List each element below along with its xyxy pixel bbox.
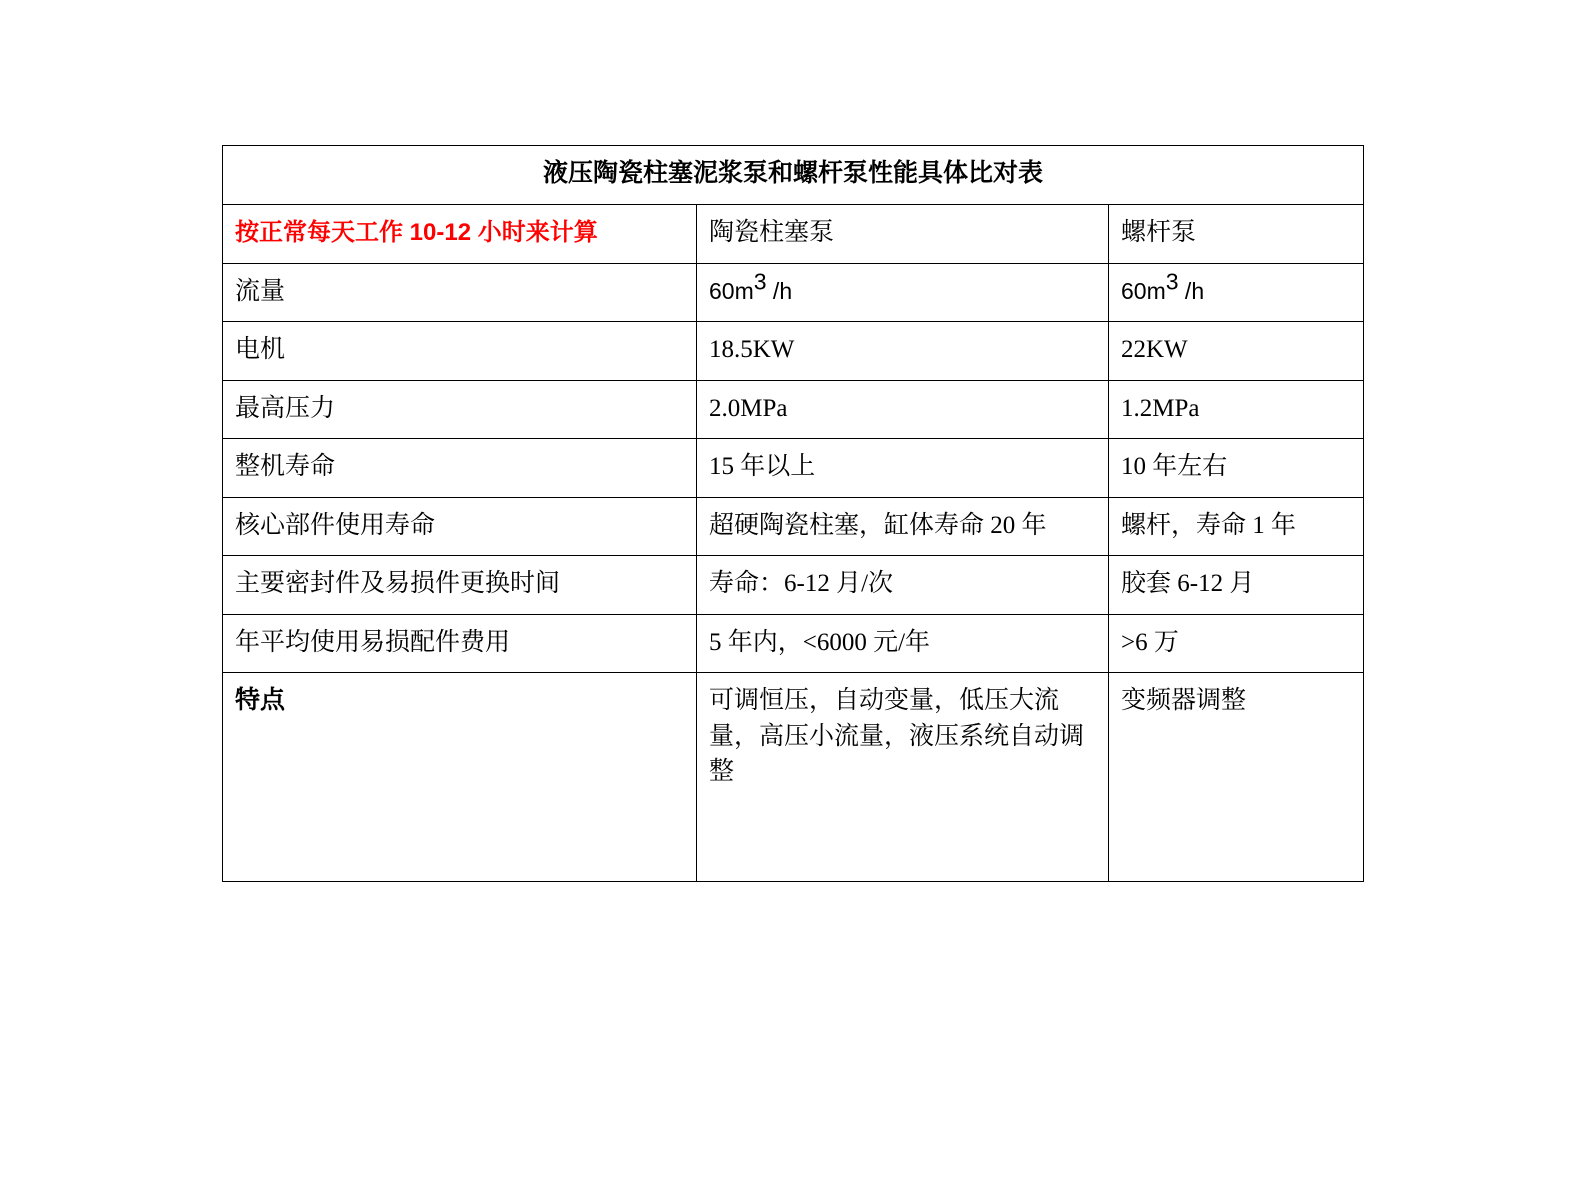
header-cell-ceramic-pump xyxy=(697,204,1109,263)
row-label-machine-life: 整机寿命 xyxy=(223,439,697,498)
table-title: 液压陶瓷柱塞泥浆泵和螺杆泵性能具体比对表 xyxy=(223,146,1364,205)
table-row xyxy=(223,439,1364,498)
row-value-flow-ceramic xyxy=(697,263,1109,322)
row-label-features: 特点 xyxy=(223,673,697,882)
header-screw-pump-label: 螺杆泵 xyxy=(1121,218,1197,246)
row-value-max-pressure-ceramic: 2.0MPa xyxy=(697,380,1109,439)
table-row xyxy=(223,322,1364,381)
table-row xyxy=(223,614,1364,673)
row-value-annual-cost-screw: >6 万 xyxy=(1109,614,1364,673)
flow-ceramic-pre: 60m xyxy=(709,277,754,304)
row-value-annual-cost-ceramic: 5 年内，<6000 元/年 xyxy=(697,614,1109,673)
row-value-features-ceramic: 可调恒压，自动变量，低压大流量，高压小流量，液压系统自动调整 xyxy=(697,673,1109,882)
row-value-features-screw: 变频器调整 xyxy=(1109,673,1364,882)
table-title-row xyxy=(223,146,1364,205)
row-value-motor-screw: 22KW xyxy=(1109,322,1364,381)
row-value-core-part-life-ceramic: 超硬陶瓷柱塞，缸体寿命 20 年 xyxy=(697,497,1109,556)
header-cell-screw-pump xyxy=(1109,204,1364,263)
comparison-table-wrapper xyxy=(222,145,1363,882)
flow-screw-sup: 3 xyxy=(1165,268,1179,295)
row-value-seal-replacement-ceramic: 寿命：6-12 月/次 xyxy=(697,556,1109,615)
row-label-annual-cost: 年平均使用易损配件费用 xyxy=(223,614,697,673)
row-label-core-part-life: 核心部件使用寿命 xyxy=(223,497,697,556)
header-criteria-label: 按正常每天工作 10-12 小时来计算 xyxy=(235,218,598,246)
table-row xyxy=(223,497,1364,556)
table-row xyxy=(223,673,1364,882)
row-value-max-pressure-screw: 1.2MPa xyxy=(1109,380,1364,439)
row-label-max-pressure: 最高压力 xyxy=(223,380,697,439)
comparison-table xyxy=(222,145,1364,882)
table-header-row xyxy=(223,204,1364,263)
row-value-machine-life-screw: 10 年左右 xyxy=(1109,439,1364,498)
table-row xyxy=(223,556,1364,615)
row-value-core-part-life-screw: 螺杆，寿命 1 年 xyxy=(1109,497,1364,556)
row-label-motor: 电机 xyxy=(223,322,697,381)
flow-ceramic-post: /h xyxy=(766,277,793,304)
flow-screw-post: /h xyxy=(1178,277,1205,304)
row-value-motor-ceramic: 18.5KW xyxy=(697,322,1109,381)
row-value-seal-replacement-screw: 胶套 6-12 月 xyxy=(1109,556,1364,615)
flow-ceramic-sup: 3 xyxy=(753,268,767,295)
row-value-machine-life-ceramic: 15 年以上 xyxy=(697,439,1109,498)
table-row xyxy=(223,380,1364,439)
row-label-flow: 流量 xyxy=(223,263,697,322)
table-row xyxy=(223,263,1364,322)
row-label-seal-replacement: 主要密封件及易损件更换时间 xyxy=(223,556,697,615)
flow-screw-pre: 60m xyxy=(1121,277,1166,304)
header-cell-criteria xyxy=(223,204,697,263)
row-value-flow-screw xyxy=(1109,263,1364,322)
header-ceramic-pump-label: 陶瓷柱塞泵 xyxy=(709,218,835,246)
